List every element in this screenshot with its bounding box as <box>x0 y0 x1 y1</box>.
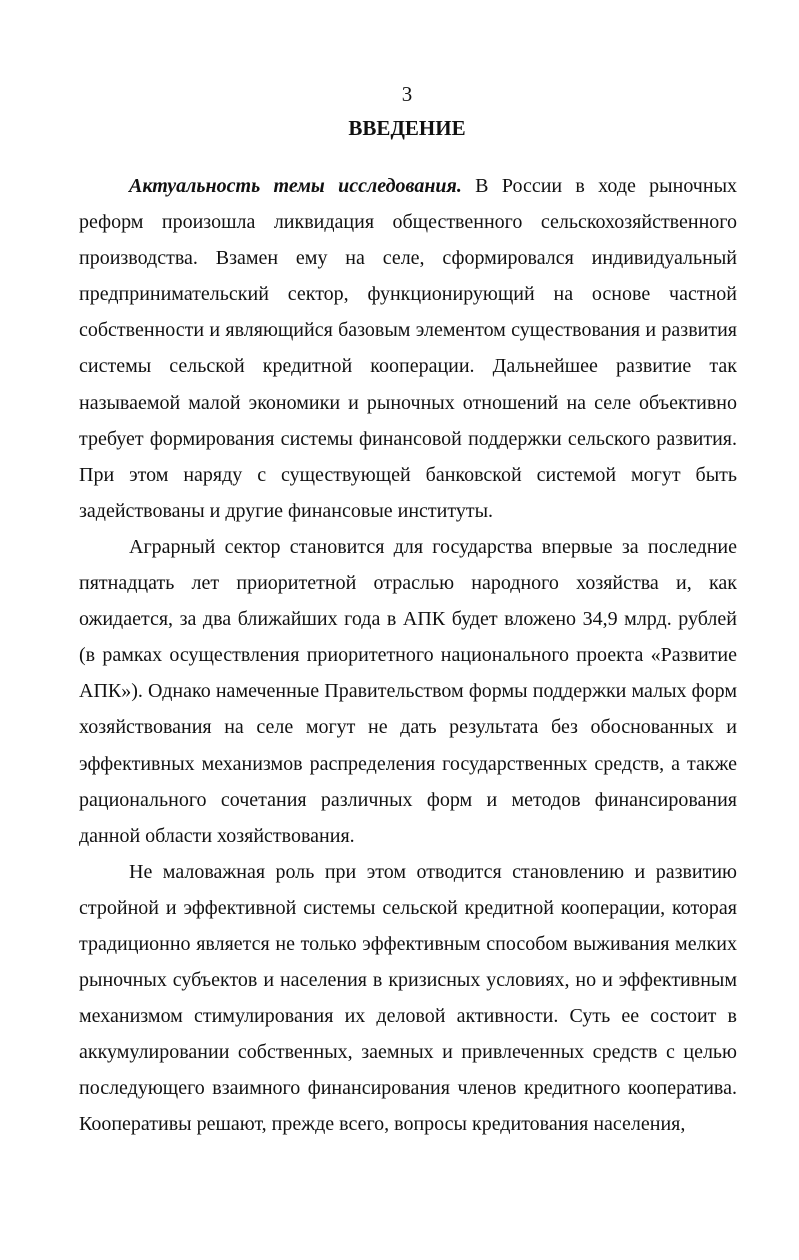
document-body <box>79 168 737 1143</box>
section-heading: ВВЕДЕНИЕ <box>348 116 466 140</box>
paragraph-relevance <box>79 168 737 529</box>
paragraph-agrarian-sector: Аграрный сектор становится для государства впервые за последние пятнадцать лет приоритетной отраслью народного хозяйства и, как ожидается, за два ближайших года в АПК будет вложено 34,9 млрд. рублей (в рамках осуществления приоритетного национального проекта «Развитие АПК»). Однако намеченные Правительством формы поддержки малых форм хозяйствования на селе могут не дать результата без обоснованных и эффективных механизмов распределения государственных средств, а также рационального сочетания различных форм и методов финансирования данной области хозяйствования. <box>79 535 737 847</box>
paragraph-text: В России в ходе рыночных реформ произошла ликвидация общественного сельскохозяйственного производства. Взамен ему на селе, сформировался индивидуальный предпринимательский сектор, функционирующий на основе частной собственности и являющийся базовым элементом существования и развития системы сельской кредитной кооперации. Дальнейшее развитие так называемой малой экономики и рыночных отношений на селе объективно требует формирования системы финансовой поддержки сельского развития. При этом наряду с существующей банковской системой могут быть задействованы и другие финансовые институты. <box>79 175 738 522</box>
paragraph-lead: Актуальность темы исследования. <box>129 175 462 197</box>
page-number: 3 <box>401 82 413 106</box>
paragraph-credit-cooperation: Не маловажная роль при этом отводится становлению и развитию стройной и эффективной системы сельской кредитной кооперации, которая традиционно является не только эффективным способом выживания мелких рыночных субъектов и населения в кризисных условиях, но и эффективным механизмом стимулирования их деловой активности. Суть ее состоит в аккумулировании собственных, заемных и привлеченных средств с целью последующего взаимного финансирования членов кредитного кооператива. Кооперативы решают, прежде всего, вопросы кредитования населения, <box>79 860 737 1136</box>
